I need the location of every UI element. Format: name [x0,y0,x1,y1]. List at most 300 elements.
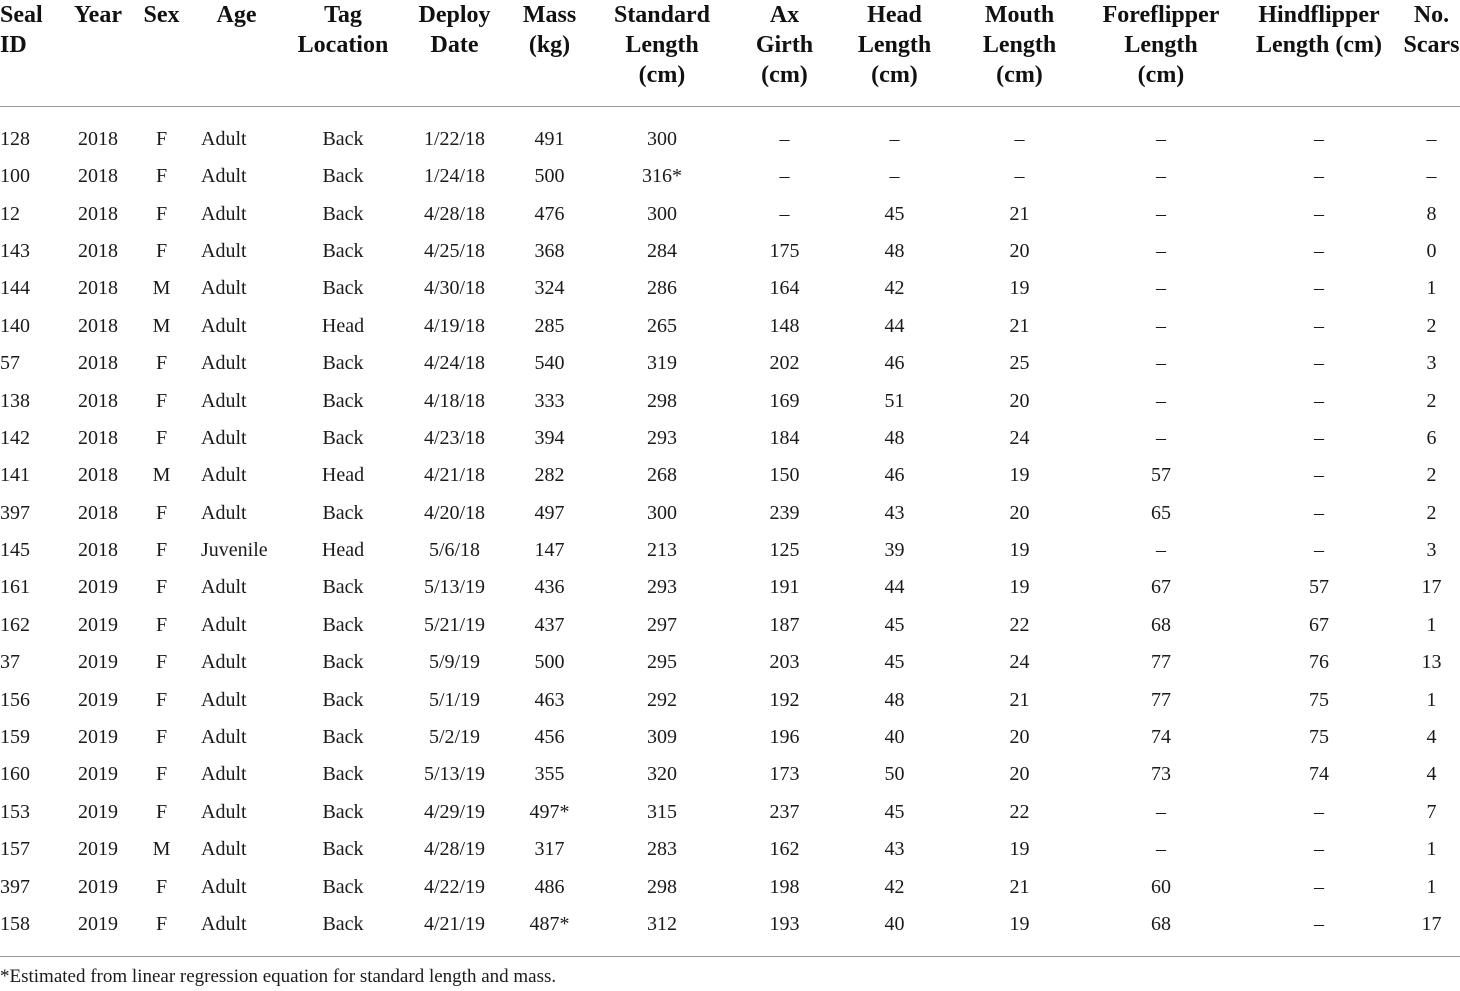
table-cell: Adult [201,128,247,150]
table-cell: 148 [769,314,800,337]
table-cell: 67 [1151,576,1171,599]
table-row [0,906,1460,943]
table-cell: Adult [201,389,247,412]
table-cell: 368 [534,239,565,262]
table-cell: 497 [534,501,565,524]
table-cell: 37 [0,651,20,674]
table-cell: – [1156,838,1166,861]
table-cell: – [1156,165,1166,188]
column-header: Mouth Length (cm) [952,0,1087,107]
table-cell: 21 [1009,875,1030,898]
table-cell: – [1314,913,1324,935]
table-cell: 0 [1426,239,1437,262]
table-cell: 138 [0,389,30,412]
table-cell: 4/19/18 [423,314,486,337]
table-cell: 39 [884,539,905,562]
table-cell: 144 [0,277,30,300]
table-cell: 2018 [78,426,118,449]
table-row [0,607,1460,644]
table-cell: 7 [1426,800,1437,823]
table-cell: 237 [769,800,800,823]
table-cell: 2 [1426,501,1437,524]
table-cell: 24 [1009,651,1030,674]
table-cell: 48 [884,239,905,262]
table-cell: Adult [201,314,247,337]
table-row [0,495,1460,532]
table-cell: 25 [1009,352,1030,375]
table-cell: 150 [769,464,800,487]
table-cell: 355 [534,763,565,786]
table-cell: 74 [1151,726,1171,749]
table-cell: – [1314,128,1324,150]
table-cell: 319 [647,352,677,375]
table-cell: 40 [884,913,905,935]
table-cell: 4/30/18 [423,277,486,300]
table-cell: Juvenile [201,539,268,562]
table-cell: F [155,165,168,188]
table-cell: Head [321,539,365,562]
column-header: Ax Girth (cm) [732,0,837,107]
table-cell: 19 [1009,464,1030,487]
table-cell: 50 [884,763,905,786]
table-cell: – [1314,838,1324,861]
column-header: Head Length (cm) [837,0,952,107]
table-cell: Back [322,389,364,412]
table-cell: 397 [0,875,30,898]
table-cell: 44 [884,314,905,337]
table-row [0,270,1460,307]
table-cell: 17 [1421,913,1442,935]
table-cell: F [155,763,168,786]
table-cell: 283 [647,838,677,861]
table-cell: 12 [0,202,20,225]
table-cell: 4/28/19 [423,838,486,861]
table-cell: 20 [1009,763,1030,786]
table-cell: – [1314,165,1324,188]
table-cell: 125 [769,539,800,562]
table-cell: 4/28/18 [423,202,486,225]
table-cell: Back [322,763,364,786]
table-cell: 394 [534,426,565,449]
table-cell: F [155,202,168,225]
table-cell: Back [322,239,364,262]
table-cell: 282 [534,464,565,487]
table-body [0,107,1460,944]
table-cell: F [155,875,168,898]
table-cell: 19 [1009,913,1030,935]
table-row [0,107,1460,159]
table-cell: – [1156,239,1166,262]
table-row [0,569,1460,606]
table-cell: Adult [201,651,247,674]
table-cell: 284 [647,239,677,262]
table-cell: – [1426,128,1437,150]
table-cell: 298 [647,389,677,412]
table-cell: – [1314,464,1324,487]
table-cell: 293 [647,576,677,599]
column-header: Sex [134,0,189,107]
table-cell: 75 [1309,688,1329,711]
table-cell: – [1156,426,1166,449]
table-row [0,794,1460,831]
table-cell: Adult [201,464,247,487]
table-cell: 2018 [78,202,118,225]
table-cell: 2 [1426,464,1437,487]
table-cell: 162 [0,613,30,636]
table-cell: Adult [201,763,247,786]
column-header: Seal ID [0,0,62,107]
table-row [0,382,1460,419]
table-cell: 65 [1151,501,1171,524]
table-cell: 142 [0,426,30,449]
table-cell: 202 [769,352,800,375]
table-cell: F [155,539,168,562]
table-cell: 57 [1309,576,1329,599]
table-cell: – [1014,165,1025,188]
table-cell: Adult [201,576,247,599]
table-cell: 4/25/18 [423,239,486,262]
table-cell: Back [322,726,364,749]
table-cell: Back [322,613,364,636]
table-cell: 19 [1009,277,1030,300]
table-cell: 3 [1426,352,1437,375]
table-cell: 2019 [78,800,118,823]
table-cell: 476 [534,202,565,225]
table-cell: 2018 [78,389,118,412]
table-cell: 1/24/18 [423,165,486,188]
table-cell: 320 [647,763,677,786]
table-cell: 45 [884,613,905,636]
table-cell: Adult [201,426,247,449]
table-cell: 4/23/18 [423,426,486,449]
table-cell: Back [322,128,364,150]
table-cell: Back [322,202,364,225]
column-header: Foreflipper Length (cm) [1087,0,1235,107]
table-cell: 2019 [78,913,118,935]
table-cell: 68 [1151,913,1171,935]
table-cell: F [155,688,168,711]
table-cell: 2019 [78,613,118,636]
table-cell: M [152,464,171,487]
table-cell: 45 [884,800,905,823]
table-cell: 1 [1426,875,1437,898]
table-cell: 13 [1421,651,1442,674]
table-cell: 42 [884,277,905,300]
table-cell: Back [322,352,364,375]
table-cell: 4 [1426,763,1437,786]
table-cell: 2018 [78,165,118,188]
table-row [0,233,1460,270]
table-cell: 437 [534,613,565,636]
table-cell: 196 [769,726,800,749]
table-cell: 77 [1151,688,1171,711]
table-cell: 45 [884,202,905,225]
table-cell: 21 [1009,688,1030,711]
table-cell: – [1314,389,1324,412]
table-cell: – [1314,314,1324,337]
table-cell: – [1314,352,1324,375]
table-cell: 24 [1009,426,1030,449]
table-cell: 4/24/18 [423,352,486,375]
table-cell: 300 [647,501,677,524]
table-cell: 42 [884,875,905,898]
column-header: Tag Location [284,0,402,107]
table-cell: 298 [647,875,677,898]
table-cell: 5/2/19 [428,726,481,749]
table-cell: 2019 [78,838,118,861]
table-cell: – [779,202,790,225]
table-cell: – [889,165,900,188]
table-cell: 2018 [78,539,118,562]
table-cell: 2019 [78,688,118,711]
table-cell: – [1314,501,1324,524]
table-cell: Adult [201,838,247,861]
table-cell: – [1314,539,1324,562]
table-cell: Back [322,800,364,823]
table-cell: Adult [201,239,247,262]
table-cell: Back [322,277,364,300]
table-cell: 2019 [78,576,118,599]
table-cell: 5/13/19 [423,763,486,786]
table-cell: 20 [1009,239,1030,262]
table-cell: F [155,651,168,674]
table-row [0,831,1460,868]
table-cell: M [152,277,171,300]
table-cell: 500 [534,165,565,188]
table-cell: 162 [769,838,800,861]
table-cell: Head [321,314,365,337]
table-cell: – [1314,875,1324,898]
table-cell: 75 [1309,726,1329,749]
table-header-row [0,0,1460,107]
table-cell: F [155,800,168,823]
table-cell: 297 [647,613,677,636]
column-header: Age [189,0,284,107]
column-header: Standard Length (cm) [592,0,732,107]
table-cell: 2019 [78,875,118,898]
column-header: Deploy Date [402,0,507,107]
table-cell: 316* [642,165,682,188]
table-row [0,681,1460,718]
table-cell: 77 [1151,651,1171,674]
table-cell: 2018 [78,352,118,375]
table-cell: 1 [1426,838,1437,861]
table-cell: 45 [884,651,905,674]
table-cell: – [889,128,900,150]
table-cell: Adult [201,800,247,823]
table-cell: – [1014,128,1025,150]
table-row [0,308,1460,345]
table-cell: 20 [1009,501,1030,524]
table-cell: Adult [201,688,247,711]
table-cell: 19 [1009,838,1030,861]
table-cell: 153 [0,800,30,823]
table-cell: 486 [534,875,565,898]
table-cell: 57 [0,352,20,375]
table-cell: 143 [0,239,30,262]
table-cell: 1 [1426,613,1437,636]
table-cell: 312 [647,913,677,935]
table-cell: 198 [769,875,800,898]
table-cell: – [1156,800,1166,823]
table-row [0,644,1460,681]
table-cell: 5/1/19 [428,688,481,711]
column-header: Year [62,0,134,107]
table-cell: 157 [0,838,30,861]
table-cell: Back [322,838,364,861]
table-cell: – [779,165,790,188]
table-cell: 286 [647,277,677,300]
table-cell: F [155,128,168,150]
table-cell: 43 [884,838,905,861]
table-cell: Back [322,426,364,449]
table-cell: 22 [1009,613,1030,636]
table-cell: 158 [0,913,30,935]
table-cell: F [155,426,168,449]
table-cell: 175 [769,239,800,262]
table-cell: 67 [1309,613,1329,636]
table-cell: Back [322,875,364,898]
table-cell: 315 [647,800,677,823]
table-cell: 173 [769,763,800,786]
table-cell: – [779,128,790,150]
table-cell: 128 [0,128,30,150]
table-cell: – [1314,800,1324,823]
table-cell: 2 [1426,314,1437,337]
table-cell: 51 [884,389,905,412]
table-cell: F [155,913,168,935]
table-cell: 159 [0,726,30,749]
table-cell: – [1314,239,1324,262]
table-cell: 5/9/19 [428,651,481,674]
table-cell: 292 [647,688,677,711]
table-cell: 265 [647,314,677,337]
table-cell: 500 [534,651,565,674]
table-cell: Back [322,576,364,599]
table-cell: – [1156,314,1166,337]
table-cell: 145 [0,539,30,562]
table-bottom-rule [0,956,1460,957]
table-cell: 4/22/19 [423,875,486,898]
table-cell: 20 [1009,726,1030,749]
table-cell: 2019 [78,651,118,674]
table-cell: 4/29/19 [423,800,486,823]
table-cell: 5/13/19 [423,576,486,599]
table-row [0,868,1460,905]
table-cell: 8 [1426,202,1437,225]
table-cell: 397 [0,501,30,524]
table-cell: 4/21/18 [423,464,486,487]
table-cell: 4 [1426,726,1437,749]
table-cell: 4/20/18 [423,501,486,524]
table-cell: 2018 [78,464,118,487]
table-cell: 21 [1009,314,1030,337]
column-header: Hindflipper Length (cm) [1235,0,1403,107]
table-cell: 324 [534,277,565,300]
table-cell: 2018 [78,277,118,300]
table-cell: – [1314,202,1324,225]
table-cell: 43 [884,501,905,524]
table-cell: 487* [529,913,570,935]
table-cell: 456 [534,726,565,749]
table-cell: 156 [0,688,30,711]
table-cell: – [1156,352,1166,375]
table-cell: 140 [0,314,30,337]
table-cell: Adult [201,277,247,300]
column-header: Mass (kg) [507,0,592,107]
table-cell: 268 [647,464,677,487]
table-cell: 192 [769,688,800,711]
table-cell: Back [322,501,364,524]
table-cell: Adult [201,165,247,188]
table-cell: 497* [529,800,570,823]
table-cell: 1 [1426,688,1437,711]
table-cell: 2018 [78,501,118,524]
table-cell: 68 [1151,613,1171,636]
table-cell: Adult [201,875,247,898]
table-cell: 1/22/18 [423,128,486,150]
table-cell: 17 [1421,576,1442,599]
table-cell: – [1156,202,1166,225]
table-cell: 2019 [78,726,118,749]
table-cell: 295 [647,651,677,674]
table-cell: 203 [769,651,800,674]
table-cell: 40 [884,726,905,749]
table-cell: 73 [1151,763,1171,786]
table-cell: 19 [1009,576,1030,599]
table-cell: 164 [769,277,800,300]
table-cell: 2019 [78,763,118,786]
column-header: No. Scars [1403,0,1460,107]
table-cell: 4/18/18 [423,389,486,412]
table-cell: Back [322,913,364,935]
table-cell: 169 [769,389,800,412]
table-cell: 21 [1009,202,1030,225]
table-cell: 44 [884,576,905,599]
table-cell: Back [322,165,364,188]
table-cell: 317 [534,838,565,861]
table-cell: 20 [1009,389,1030,412]
table-cell: 187 [769,613,800,636]
table-cell: 333 [534,389,565,412]
table-cell: 100 [0,165,30,188]
table-cell: 161 [0,576,30,599]
table-cell: Adult [201,501,247,524]
table-cell: – [1426,165,1437,188]
table-cell: 48 [884,688,905,711]
table-cell: 4/21/19 [423,913,486,935]
table-cell: F [155,501,168,524]
table-cell: – [1156,389,1166,412]
table-cell: – [1156,128,1166,150]
table-cell: 213 [647,539,677,562]
table-cell: Adult [201,613,247,636]
table-cell: Back [322,651,364,674]
table-cell: 491 [534,128,565,150]
table-cell: 1 [1426,277,1437,300]
table-cell: 2018 [78,239,118,262]
table-cell: 463 [534,688,565,711]
table-row [0,345,1460,382]
table-cell: M [152,314,171,337]
table-cell: 239 [769,501,800,524]
table-cell: 57 [1151,464,1171,487]
table-cell: – [1314,426,1324,449]
table-cell: 141 [0,464,30,487]
table-cell: 22 [1009,800,1030,823]
table-cell: 60 [1151,875,1171,898]
table-cell: Adult [201,913,247,935]
